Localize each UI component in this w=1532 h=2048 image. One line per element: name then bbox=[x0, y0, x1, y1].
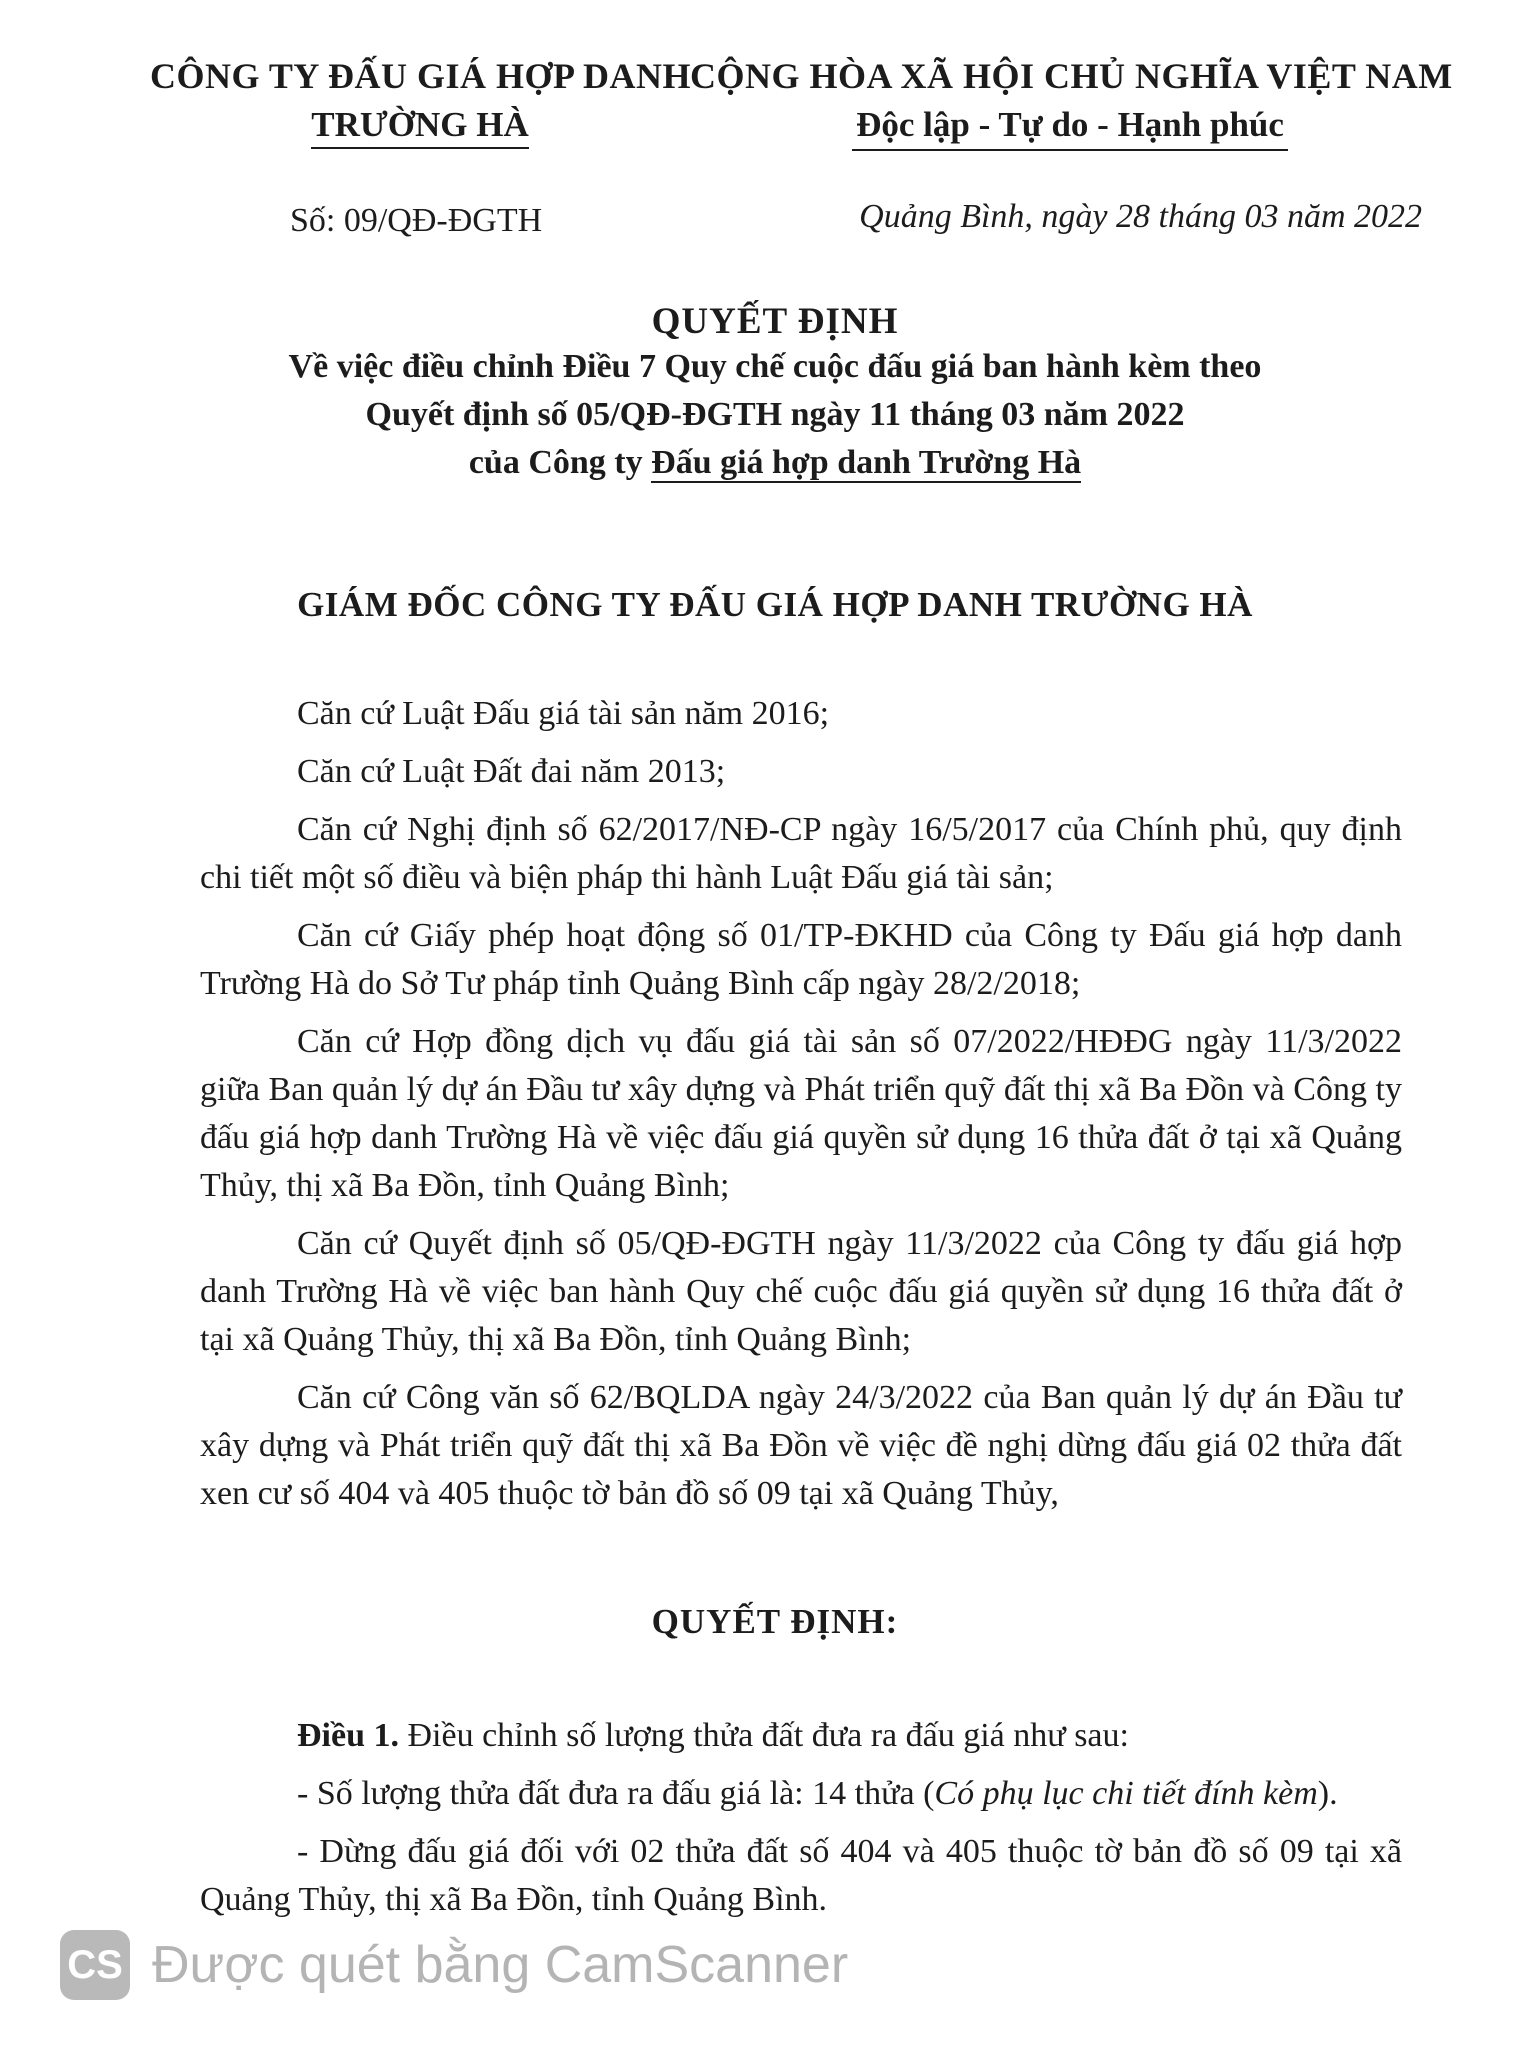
watermark-text: Được quét bằng CamScanner bbox=[152, 1936, 849, 1994]
legal-bases bbox=[200, 690, 1402, 1528]
organization-name-line2: TRƯỜNG HÀ bbox=[311, 105, 528, 149]
article-1-item-1 bbox=[200, 1770, 1402, 1818]
national-header bbox=[690, 55, 1453, 151]
basis-paragraph: Căn cứ Công văn số 62/BQLDA ngày 24/3/2022 của Ban quản lý dự án Đầu tư xây dựng và Phát triển quỹ đất thị xã Ba Đồn về việc đề nghị dừng đấu giá 02 thửa đất xen cư số 404 và 405 thuộc tờ bản đồ số 09 tại xã Quảng Thủy, bbox=[200, 1379, 1402, 1512]
place-and-date: Quảng Bình, ngày 28 tháng 03 năm 2022 bbox=[859, 198, 1422, 235]
subject-prefix: của Công ty bbox=[468, 444, 652, 481]
article-1-intro bbox=[200, 1712, 1402, 1760]
basis-paragraph: Căn cứ Luật Đấu giá tài sản năm 2016; bbox=[297, 695, 830, 732]
item-1-prefix: - Số lượng thửa đất đưa ra đấu giá là: 14 thửa ( bbox=[297, 1775, 935, 1812]
national-title: CỘNG HÒA XÃ HỘI CHỦ NGHĨA VIỆT NAM bbox=[690, 56, 1453, 96]
document-title-block bbox=[180, 300, 1370, 487]
article-1 bbox=[200, 1712, 1402, 1934]
document-subject-line1: Về việc điều chỉnh Điều 7 Quy chế cuộc đấu giá ban hành kèm theo bbox=[288, 348, 1262, 385]
document-number: Số: 09/QĐ-ĐGTH bbox=[290, 202, 543, 239]
article-1-item-2: - Dừng đấu giá đối với 02 thửa đất số 404 và 405 thuộc tờ bản đồ số 09 tại xã Quảng Thủy, thị xã Ba Đồn, tỉnh Quảng Bình. bbox=[200, 1833, 1402, 1918]
document-title: QUYẾT ĐỊNH bbox=[651, 301, 899, 342]
basis-paragraph: Căn cứ Quyết định số 05/QĐ-ĐGTH ngày 11/3/2022 của Công ty đấu giá hợp danh Trường Hà về việc ban hành Quy chế cuộc đấu giá quyền sử dụng 16 thửa đất ở tại xã Quảng Thủy, thị xã Ba Đồn, tỉnh Quảng Bình; bbox=[200, 1225, 1402, 1358]
article-1-label: Điều 1. bbox=[297, 1717, 399, 1754]
item-1-suffix: ). bbox=[1317, 1775, 1338, 1812]
basis-paragraph: Căn cứ Nghị định số 62/2017/NĐ-CP ngày 16/5/2017 của Chính phủ, quy định chi tiết một số điều và biện pháp thi hành Luật Đấu giá tài sản; bbox=[200, 811, 1402, 896]
director-title: GIÁM ĐỐC CÔNG TY ĐẤU GIÁ HỢP DANH TRƯỜNG HÀ bbox=[297, 585, 1253, 624]
item-1-note: Có phụ lục chi tiết đính kèm bbox=[934, 1775, 1318, 1812]
camscanner-watermark bbox=[60, 1930, 848, 2000]
national-motto: Độc lập - Tự do - Hạnh phúc bbox=[852, 105, 1288, 151]
document-subject-line2: Quyết định số 05/QĐ-ĐGTH ngày 11 tháng 03 năm 2022 bbox=[365, 396, 1185, 433]
basis-paragraph: Căn cứ Giấy phép hoạt động số 01/TP-ĐKHD của Công ty Đấu giá hợp danh Trường Hà do Sở Tư pháp tỉnh Quảng Bình cấp ngày 28/2/2018; bbox=[200, 917, 1402, 1002]
basis-paragraph: Căn cứ Luật Đất đai năm 2013; bbox=[297, 753, 726, 790]
organization-header bbox=[150, 55, 690, 149]
organization-name: CÔNG TY ĐẤU GIÁ HỢP DANH bbox=[150, 56, 692, 96]
subject-company-name: Đấu giá hợp danh Trường Hà bbox=[651, 444, 1082, 481]
basis-paragraph: Căn cứ Hợp đồng dịch vụ đấu giá tài sản số 07/2022/HĐĐG ngày 11/3/2022 giữa Ban quản lý dự án Đầu tư xây dựng và Phát triển quỹ đất thị xã Ba Đồn và Công ty đấu giá hợp danh Trường Hà về việc đấu giá quyền sử dụng 16 thửa đất ở tại xã Quảng Thủy, thị xã Ba Đồn, tỉnh Quảng Bình; bbox=[200, 1023, 1402, 1204]
document-subject-line3 bbox=[180, 439, 1370, 487]
article-1-text: Điều chỉnh số lượng thửa đất đưa ra đấu giá như sau: bbox=[399, 1717, 1129, 1754]
camscanner-logo-icon: CS bbox=[60, 1930, 130, 2000]
decision-heading: QUYẾT ĐỊNH: bbox=[651, 1602, 899, 1641]
